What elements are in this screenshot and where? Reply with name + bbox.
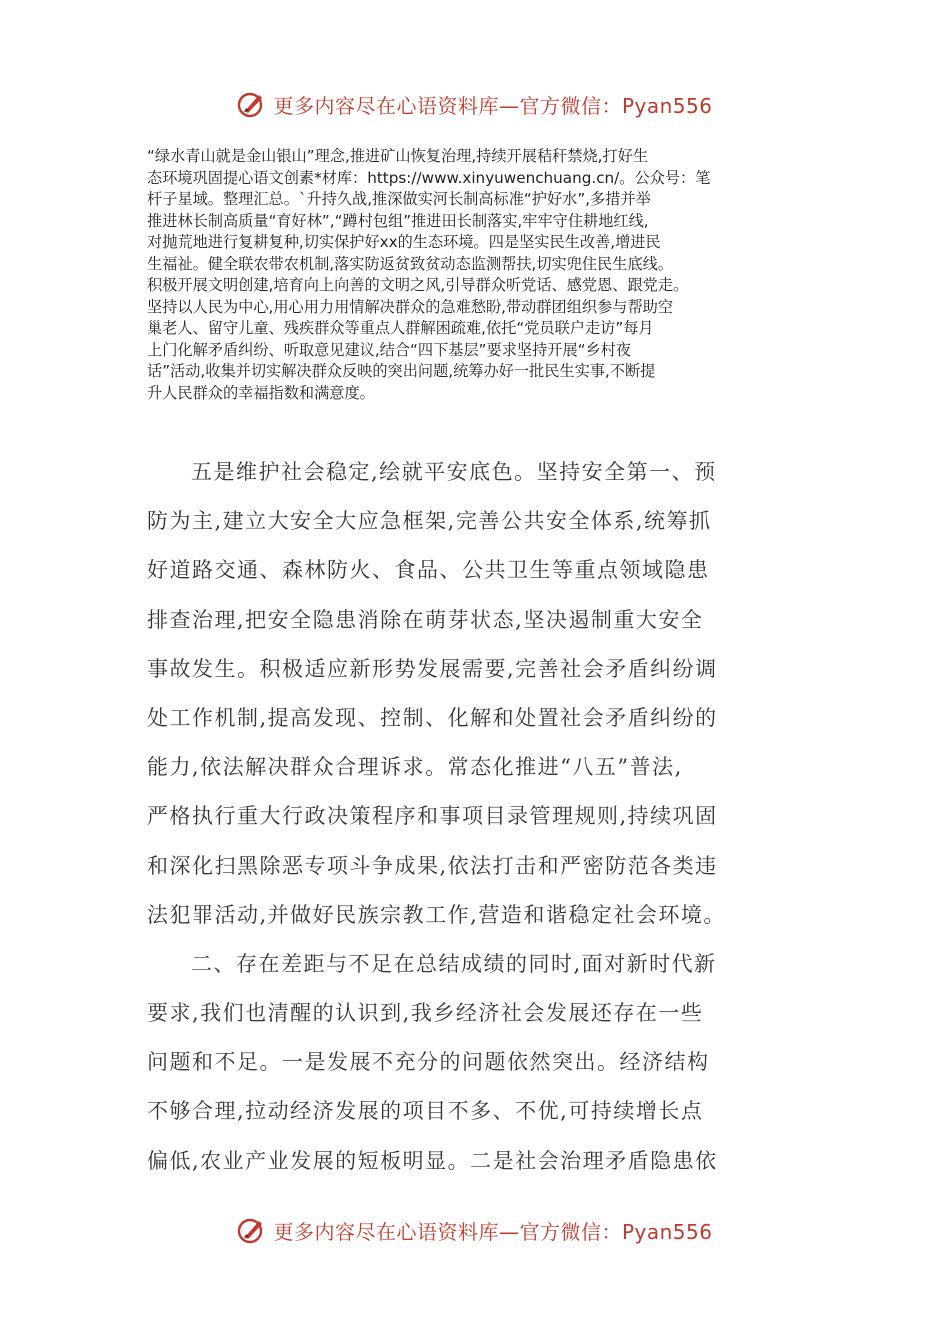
text-line: 生福祉。健全联农带农机制,落实防返贫致贫动态监测帮扶,切实兜住民生底线。: [147, 254, 674, 273]
text-line: 处工作机制,提高发现、控制、化解和处置社会矛盾纠纷的: [147, 705, 718, 730]
text-line: 推进林长制高质量“育好林”,“蹲村包组”推进田长制落实,牢牢守住耕地红线,: [147, 211, 649, 230]
text-line: 好道路交通、森林防火、食品、公共卫生等重点领域隐患: [147, 558, 710, 583]
text-line: 积极开展文明创建,培育向上向善的文明之风,引导群众听党话、感党恩、跟党走。: [147, 276, 689, 294]
header-watermark-banner: [0, 86, 950, 122]
text-line: 事故发生。积极适应新形势发展需要,完善社会矛盾纠纷调: [147, 656, 718, 681]
body-text: [147, 448, 847, 1186]
small-text-paragraph: [147, 146, 807, 404]
text-line: 问题和不足。一是发展不充分的问题依然突出。经济结构: [147, 1050, 710, 1075]
text-line: 偏低,农业产业发展的短板明显。二是社会治理矛盾隐患依: [147, 1148, 718, 1173]
text-line: 杆子星域。整理汇总。`升持久战,推深做实河长制高标准“护好水”,多措并举: [147, 190, 651, 208]
text-line: 巢老人、留守儿童、残疾群众等重点人群解困疏难,依托“党员联户走访”每月: [147, 319, 654, 337]
text-line: 排查治理,把安全隐患消除在萌芽状态,坚决遏制重大安全: [147, 607, 704, 632]
text-line: 要求,我们也清醒的认识到,我乡经济社会发展还存在一些: [147, 1001, 704, 1026]
text-line: 能力,依法解决群众合理诉求。常态化推进“八五”普法,: [147, 755, 683, 780]
text-line: 升人民群众的幸福指数和满意度。: [147, 383, 375, 402]
banner-text: 更多内容尽在心语资料库—官方微信：Pyan556: [273, 1219, 713, 1244]
banner-text: 更多内容尽在心语资料库—官方微信：Pyan556: [273, 93, 713, 118]
text-line: “绿水青山就是金山银山”理念,推进矿山恢复治理,持续开展秸秆禁烧,打好生: [147, 147, 649, 165]
text-line: 不够合理,拉动经济发展的项目不多、不优,可持续增长点: [147, 1099, 704, 1124]
pen-circle-icon: [237, 89, 267, 119]
text-line: 坚持以人民为中心,用心用力用情解决群众的急难愁盼,带动群团组织参与帮助空: [147, 297, 674, 316]
text-line: 上门化解矛盾纠纷、听取意见建议,结合“四下基层”要求坚持开展“乡村夜: [147, 340, 632, 359]
text-line: 严格执行重大行政决策程序和事项目录管理规则,持续巩固: [147, 804, 718, 829]
text-line: 法犯罪活动,并做好民族宗教工作,营造和谐稳定社会环境。: [147, 902, 726, 927]
text-line: 防为主,建立大安全大应急框架,完善公共安全体系,统筹抓: [147, 509, 712, 534]
paragraph-first-line: 二、存在差距与不足在总结成绩的同时,面对新时代新: [191, 951, 717, 976]
text-line: 态环境巩固提心语文创素*材库：https://www.xinyuwenchuang.cn/。公众号：笔: [147, 168, 711, 187]
paragraph-first-line: 五是维护社会稳定,绘就平安底色。坚持安全第一、预: [191, 460, 717, 484]
text-line: 和深化扫黑除恶专项斗争成果,依法打击和严密防范各类违: [147, 853, 718, 878]
pen-circle-icon: [237, 1215, 267, 1245]
footer-watermark-banner: [0, 1212, 950, 1248]
text-line: 话”活动,收集并切实解决群众反映的突出问题,统筹办好一批民生实事,不断提: [147, 362, 656, 380]
text-line: 对抛荒地进行复耕复种,切实保护好xx的生态环境。四是坚实民生改善,增进民: [147, 233, 661, 251]
